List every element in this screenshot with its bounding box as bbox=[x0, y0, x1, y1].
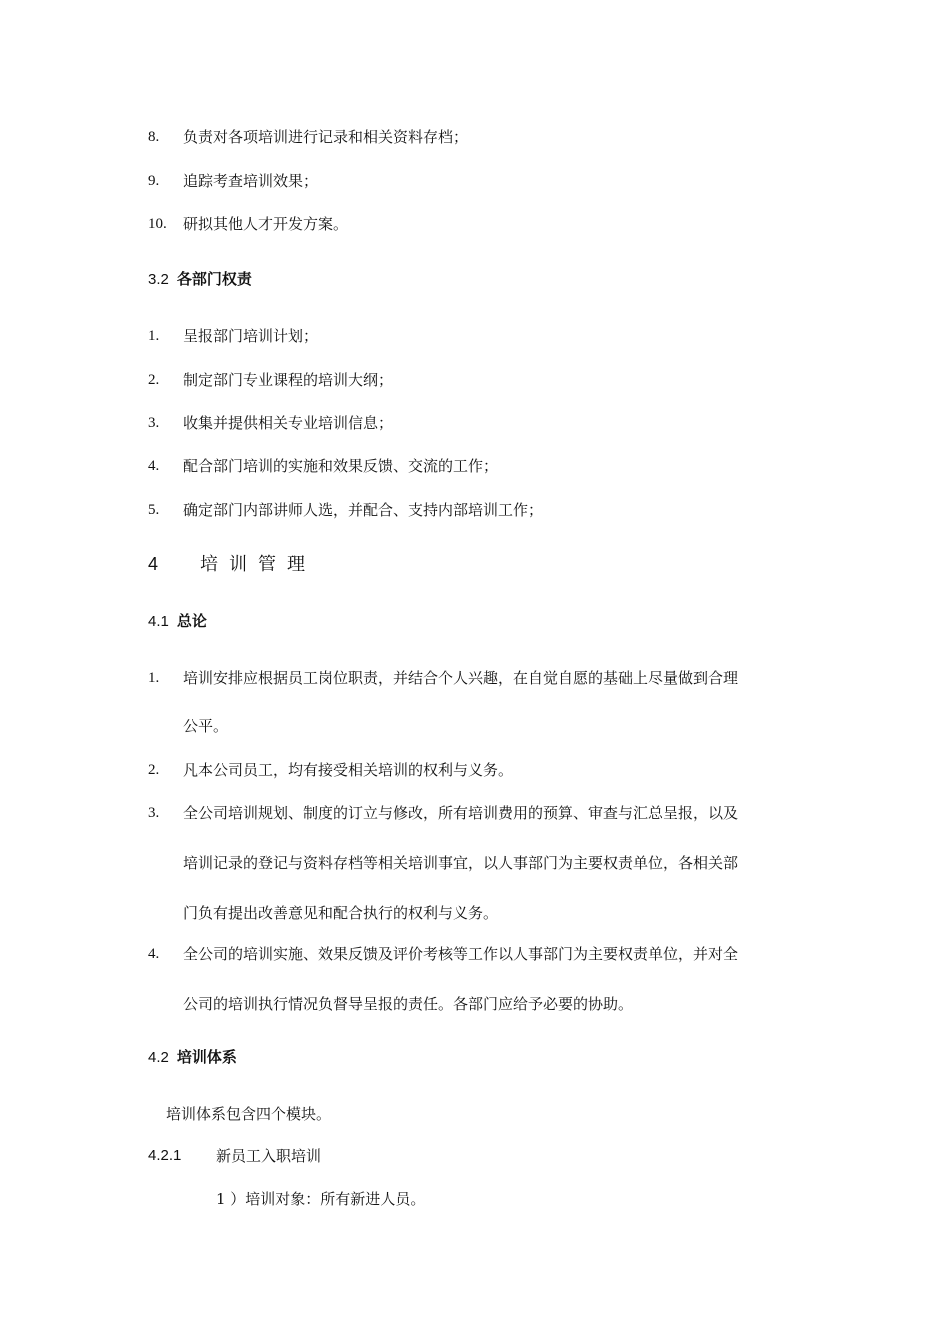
list-text: 门负有提出改善意见和配合执行的权利与义务。 bbox=[183, 904, 499, 922]
heading-title: 各部门权责 bbox=[176, 271, 252, 288]
list-text: 公平。 bbox=[183, 717, 229, 735]
list-number: 3. bbox=[148, 805, 160, 821]
list-text: 培训记录的登记与资料存档等相关培训事宜，以人事部门为主要权责单位，各相关部 bbox=[183, 854, 739, 872]
list-text: 公司的培训执行情况负督导呈报的责任。各部门应给予必要的协助。 bbox=[183, 995, 634, 1013]
paragraph-text: 培训体系包含四个模块。 bbox=[166, 1105, 332, 1123]
heading-number: 4 bbox=[148, 554, 159, 574]
list-text: 全公司培训规划、制度的订立与修改，所有培训费用的预算、审查与汇总呈报，以及 bbox=[183, 804, 739, 822]
list-number: 3. bbox=[148, 415, 160, 431]
list-number: 4. bbox=[148, 458, 160, 474]
heading-title: 培训管理 bbox=[200, 554, 316, 574]
list-number: 10. bbox=[148, 216, 167, 232]
list-number: 8. bbox=[148, 129, 160, 145]
list-number: 9. bbox=[148, 173, 160, 189]
chapter-heading-4 bbox=[148, 553, 316, 575]
list-text: 培训安排应根据员工岗位职责，并结合个人兴趣，在自觉自愿的基础上尽量做到合理 bbox=[183, 669, 739, 687]
list-text: 制定部门专业课程的培训大纲； bbox=[183, 371, 394, 389]
list-text: 呈报部门培训计划； bbox=[183, 327, 319, 345]
list-number: 5. bbox=[148, 502, 160, 518]
heading-number: 4.1 bbox=[148, 613, 169, 630]
subsection-heading-4-2-1 bbox=[148, 1146, 322, 1166]
list-text: 研拟其他人才开发方案。 bbox=[183, 215, 349, 233]
list-text: 收集并提供相关专业培训信息； bbox=[183, 414, 394, 432]
section-heading-4-1 bbox=[148, 612, 207, 632]
section-heading-3-2 bbox=[148, 270, 252, 290]
list-number: 2. bbox=[148, 762, 160, 778]
heading-number: 4.2.1 bbox=[148, 1147, 182, 1164]
list-number: 1. bbox=[148, 670, 160, 686]
list-text: 凡本公司员工，均有接受相关培训的权利与义务。 bbox=[183, 761, 514, 779]
list-text: 全公司的培训实施、效果反馈及评价考核等工作以人事部门为主要权责单位，并对全 bbox=[183, 945, 739, 963]
heading-title: 培训体系 bbox=[176, 1049, 237, 1066]
list-number: 1. bbox=[148, 328, 160, 344]
heading-title: 新员工入职培训 bbox=[216, 1147, 322, 1165]
list-text: 确定部门内部讲师人选，并配合、支持内部培训工作； bbox=[183, 501, 544, 519]
list-text: 负责对各项培训进行记录和相关资料存档； bbox=[183, 128, 469, 146]
list-text: 配合部门培训的实施和效果反馈、交流的工作； bbox=[183, 457, 499, 475]
list-number: 4. bbox=[148, 946, 160, 962]
list-text: 追踪考查培训效果； bbox=[183, 172, 319, 190]
section-heading-4-2 bbox=[148, 1048, 237, 1068]
list-number: 2. bbox=[148, 372, 160, 388]
heading-title: 总论 bbox=[176, 613, 207, 630]
heading-number: 4.2 bbox=[148, 1049, 169, 1066]
sub-list-text: 1 ）培训对象：所有新进人员。 bbox=[216, 1190, 426, 1208]
heading-number: 3.2 bbox=[148, 271, 169, 288]
